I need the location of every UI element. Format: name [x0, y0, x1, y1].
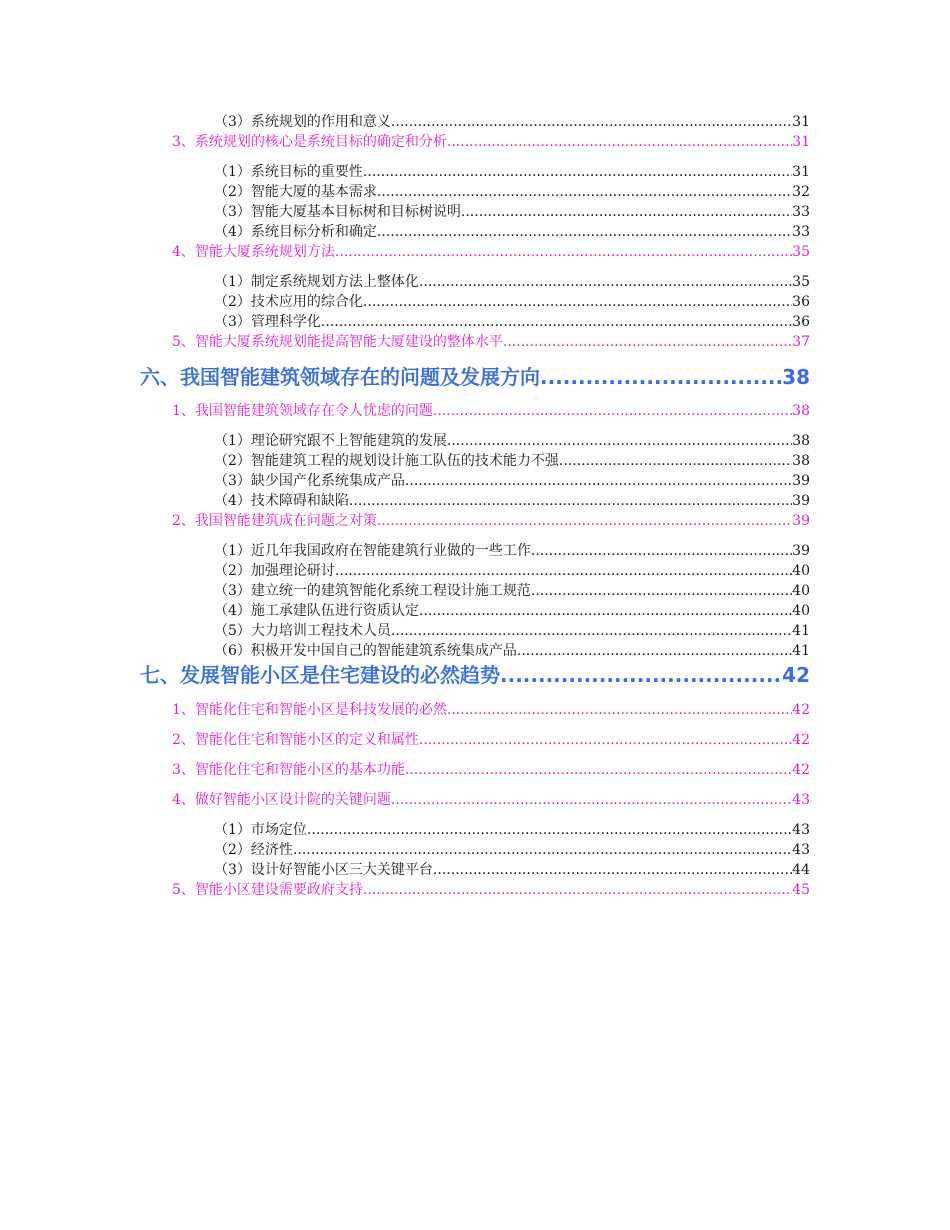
toc-dot-leader: [419, 272, 792, 292]
toc-entry-level-3[interactable]: [214, 222, 810, 242]
toc-page-number: 45: [792, 882, 810, 898]
toc-entry-level-2[interactable]: [172, 132, 810, 152]
toc-page-number: 38: [792, 403, 810, 419]
toc-dot-leader: [461, 202, 792, 222]
toc-entry-level-3[interactable]: [214, 112, 810, 132]
toc-dot-leader: [391, 790, 792, 810]
toc-dot-leader: [307, 820, 792, 840]
toc-entry-level-2[interactable]: [172, 880, 810, 900]
toc-page-number: 42: [782, 663, 810, 687]
toc-entry-level-3[interactable]: [214, 561, 810, 581]
toc-entry-title: （1）市场定位: [214, 822, 307, 838]
toc-entry-level-1[interactable]: [140, 362, 810, 392]
toc-entry-title: （3）系统规划的作用和意义: [214, 114, 391, 130]
toc-page-number: 33: [792, 224, 810, 240]
toc-page-number: 39: [792, 513, 810, 529]
toc-page-number: 43: [792, 792, 810, 808]
toc-entry-title: （2）加强理论研讨: [214, 563, 335, 579]
toc-entry-title: （1）近几年我国政府在智能建筑行业做的一些工作: [214, 543, 531, 559]
toc-dot-leader: [349, 491, 792, 511]
toc-entry-level-3[interactable]: [214, 621, 810, 641]
toc-entry-level-3[interactable]: [214, 601, 810, 621]
toc-entry-title: （4）施工承建队伍进行资质认定: [214, 603, 419, 619]
toc-entry-title: 1、智能化住宅和智能小区是科技发展的必然: [172, 702, 447, 718]
toc-entry-level-3[interactable]: [214, 860, 810, 880]
toc-entry-level-3[interactable]: [214, 451, 810, 471]
toc-page-number: 39: [792, 493, 810, 509]
toc-dot-leader: [321, 312, 792, 332]
toc-page-number: 41: [792, 643, 810, 659]
toc-entry-title: 4、做好智能小区设计院的关键问题: [172, 792, 391, 808]
toc-dot-leader: [447, 700, 792, 720]
toc-page-number: 33: [792, 204, 810, 220]
toc-page-number: 36: [792, 314, 810, 330]
toc-page-number: 43: [792, 822, 810, 838]
toc-page-number: 35: [792, 244, 810, 260]
toc-dot-leader: [503, 332, 792, 352]
toc-entry-level-2[interactable]: [172, 700, 810, 720]
toc-entry-level-3[interactable]: [214, 292, 810, 312]
toc-entry-title: （3）设计好智能小区三大关键平台: [214, 862, 433, 878]
toc-entry-level-2[interactable]: [172, 332, 810, 352]
toc-dot-leader: [377, 511, 792, 531]
toc-entry-title: 六、我国智能建筑领域存在的问题及发展方向: [140, 365, 540, 389]
toc-page-number: 36: [792, 294, 810, 310]
toc-dot-leader: [433, 860, 792, 880]
toc-entry-title: （1）系统目标的重要性: [214, 164, 363, 180]
toc-dot-leader: [391, 112, 792, 132]
toc-page-number: 43: [792, 842, 810, 858]
toc-entry-title: 1、我国智能建筑领域存在令人忧虑的问题: [172, 403, 433, 419]
toc-page-number: 31: [792, 114, 810, 130]
toc-entry-title: （6）积极开发中国自己的智能建筑系统集成产品: [214, 643, 517, 659]
toc-page-number: 35: [792, 274, 810, 290]
toc-entry-title: （3）建立统一的建筑智能化系统工程设计施工规范: [214, 583, 531, 599]
toc-entry-title: 3、智能化住宅和智能小区的基本功能: [172, 762, 405, 778]
toc-entry-level-2[interactable]: [172, 242, 810, 262]
toc-dot-leader: [559, 451, 792, 471]
toc-dot-leader: [447, 132, 792, 152]
toc-dot-leader: [433, 401, 792, 421]
toc-entry-level-3[interactable]: [214, 202, 810, 222]
toc-entry-level-3[interactable]: [214, 182, 810, 202]
toc-page-number: 39: [792, 473, 810, 489]
toc-dot-leader: [363, 162, 792, 182]
toc-entry-title: 七、发展智能小区是住宅建设的必然趋势: [140, 663, 500, 687]
toc-page-number: 44: [792, 862, 810, 878]
toc-page-number: 39: [792, 543, 810, 559]
toc-entry-level-3[interactable]: [214, 162, 810, 182]
toc-dot-leader: [377, 182, 792, 202]
toc-entry-level-1[interactable]: [140, 660, 810, 690]
toc-page-number: 38: [792, 433, 810, 449]
toc-entry-level-2[interactable]: [172, 760, 810, 780]
toc-entry-level-2[interactable]: [172, 401, 810, 421]
toc-entry-level-2[interactable]: [172, 730, 810, 750]
toc-entry-level-3[interactable]: [214, 641, 810, 661]
toc-entry-title: （2）经济性: [214, 842, 293, 858]
toc-page-number: 42: [792, 732, 810, 748]
toc-entry-level-3[interactable]: [214, 471, 810, 491]
toc-page-number: 42: [792, 702, 810, 718]
toc-entry-title: （3）管理科学化: [214, 314, 321, 330]
toc-entry-level-3[interactable]: [214, 491, 810, 511]
toc-dot-leader: [447, 431, 792, 451]
toc-page-number: 40: [792, 603, 810, 619]
toc-page-number: 31: [792, 164, 810, 180]
toc-entry-level-3[interactable]: [214, 541, 810, 561]
toc-entry-title: 4、智能大厦系统规划方法: [172, 244, 335, 260]
toc-entry-title: （1）理论研究跟不上智能建筑的发展: [214, 433, 447, 449]
toc-dot-leader: [419, 601, 792, 621]
toc-entry-title: （2）智能大厦的基本需求: [214, 184, 377, 200]
toc-entry-title: 5、智能大厦系统规划能提高智能大厦建设的整体水平: [172, 334, 503, 350]
toc-entry-title: 5、智能小区建设需要政府支持: [172, 882, 363, 898]
toc-page-number: 41: [792, 623, 810, 639]
toc-entry-title: （1）制定系统规划方法上整体化: [214, 274, 419, 290]
toc-entry-level-2[interactable]: [172, 790, 810, 810]
toc-page-number: 31: [792, 134, 810, 150]
toc-dot-leader: [335, 242, 792, 262]
toc-dot-leader: [377, 222, 792, 242]
toc-entry-level-3[interactable]: [214, 820, 810, 840]
toc-dot-leader: [363, 292, 792, 312]
toc-entry-title: （2）技术应用的综合化: [214, 294, 363, 310]
toc-dot-leader: [531, 541, 792, 561]
toc-entry-title: （4）系统目标分析和确定: [214, 224, 377, 240]
toc-entry-title: 2、我国智能建筑成在问题之对策: [172, 513, 377, 529]
toc-dot-leader: [391, 621, 792, 641]
toc-entry-title: （4）技术障碍和缺陷: [214, 493, 349, 509]
toc-dot-leader: [405, 471, 792, 491]
toc-dot-leader: [540, 362, 782, 392]
toc-dot-leader: [419, 730, 792, 750]
toc-page-number: 38: [792, 453, 810, 469]
toc-entry-level-3[interactable]: [214, 272, 810, 292]
toc-entry-level-3[interactable]: [214, 581, 810, 601]
toc-entry-title: （2）智能建筑工程的规划设计施工队伍的技术能力不强: [214, 453, 559, 469]
toc-entry-title: （3）智能大厦基本目标树和目标树说明: [214, 204, 461, 220]
toc-page-number: 38: [782, 365, 810, 389]
toc-page-number: 40: [792, 563, 810, 579]
toc-entry-title: 2、智能化住宅和智能小区的定义和属性: [172, 732, 419, 748]
toc-page-number: 42: [792, 762, 810, 778]
toc-dot-leader: [405, 760, 792, 780]
toc-dot-leader: [335, 561, 792, 581]
toc-page-number: 37: [792, 334, 810, 350]
toc-entry-title: （5）大力培训工程技术人员: [214, 623, 391, 639]
toc-dot-leader: [517, 641, 792, 661]
toc-entry-level-3[interactable]: [214, 312, 810, 332]
toc-entry-title: 3、系统规划的核心是系统目标的确定和分析: [172, 134, 447, 150]
toc-page-number: 40: [792, 583, 810, 599]
toc-entry-level-3[interactable]: [214, 431, 810, 451]
toc-dot-leader: [500, 660, 782, 690]
toc-dot-leader: [293, 840, 792, 860]
toc-page-number: 32: [792, 184, 810, 200]
toc-entry-level-2[interactable]: [172, 511, 810, 531]
toc-entry-title: （3）缺少国产化系统集成产品: [214, 473, 405, 489]
toc-dot-leader: [531, 581, 792, 601]
toc-entry-level-3[interactable]: [214, 840, 810, 860]
toc-dot-leader: [363, 880, 792, 900]
